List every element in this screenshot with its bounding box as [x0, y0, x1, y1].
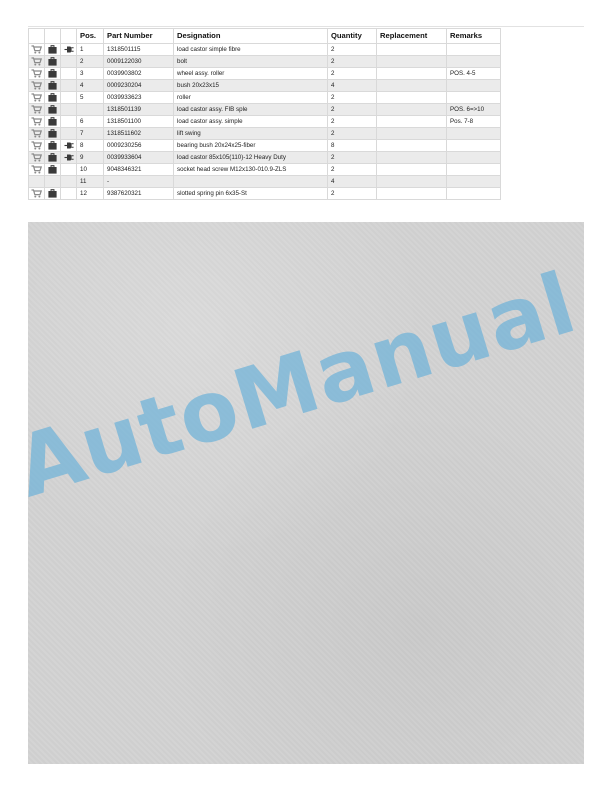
cell-designation: load castor 85x105(110)-12 Heavy Duty [174, 152, 328, 164]
table-row [29, 128, 501, 140]
plug-cell [61, 104, 77, 116]
cell-part-number: - [104, 176, 174, 188]
briefcase-icon[interactable] [48, 81, 57, 90]
cell-remarks: POS. 6=>10 [447, 104, 501, 116]
top-divider [28, 26, 584, 27]
cell-quantity: 2 [328, 56, 377, 68]
cart-cell [29, 152, 45, 164]
cart-cell [29, 56, 45, 68]
shopping-cart-icon[interactable] [31, 105, 42, 114]
box-cell [45, 164, 61, 176]
cell-part-number: 9048346321 [104, 164, 174, 176]
cell-quantity: 8 [328, 140, 377, 152]
cell-designation [174, 176, 328, 188]
parts-table [28, 28, 501, 200]
table-row [29, 140, 501, 152]
plug-cell [61, 92, 77, 104]
cell-remarks [447, 188, 501, 200]
shopping-cart-icon[interactable] [31, 81, 42, 90]
cart-cell [29, 176, 45, 188]
box-cell [45, 152, 61, 164]
cart-cell [29, 104, 45, 116]
cell-designation: bearing bush 20x24x25-fiber [174, 140, 328, 152]
shopping-cart-icon[interactable] [31, 69, 42, 78]
cell-pos: 4 [77, 80, 104, 92]
shopping-cart-icon[interactable] [31, 165, 42, 174]
briefcase-icon[interactable] [48, 189, 57, 198]
cell-part-number: 0039933604 [104, 152, 174, 164]
shopping-cart-icon[interactable] [31, 153, 42, 162]
cell-quantity: 4 [328, 176, 377, 188]
plug-cell [61, 80, 77, 92]
cell-part-number: 9387620321 [104, 188, 174, 200]
box-cell [45, 116, 61, 128]
cell-replacement [377, 56, 447, 68]
box-cell [45, 140, 61, 152]
box-cell [45, 56, 61, 68]
briefcase-icon[interactable] [48, 153, 57, 162]
briefcase-icon[interactable] [48, 57, 57, 66]
cell-remarks [447, 140, 501, 152]
cell-replacement [377, 188, 447, 200]
cell-part-number: 0009230204 [104, 80, 174, 92]
cell-quantity: 2 [328, 188, 377, 200]
cell-designation: lift swing [174, 128, 328, 140]
cell-pos [77, 104, 104, 116]
cart-cell [29, 92, 45, 104]
cell-pos: 7 [77, 128, 104, 140]
shopping-cart-icon[interactable] [31, 57, 42, 66]
box-cell [45, 80, 61, 92]
cell-designation: bolt [174, 56, 328, 68]
plug-cell [61, 68, 77, 80]
cell-part-number: 1318501100 [104, 116, 174, 128]
cell-pos: 2 [77, 56, 104, 68]
header-designation: Designation [174, 29, 328, 44]
cart-cell [29, 128, 45, 140]
cell-replacement [377, 176, 447, 188]
watermark: AutoManual [5, 253, 587, 517]
shopping-cart-icon[interactable] [31, 45, 42, 54]
cell-replacement [377, 104, 447, 116]
cell-replacement [377, 92, 447, 104]
cell-replacement [377, 140, 447, 152]
plug-cell [61, 128, 77, 140]
cell-quantity: 2 [328, 104, 377, 116]
plug-cell [61, 140, 77, 152]
cell-replacement [377, 152, 447, 164]
cell-remarks [447, 56, 501, 68]
header-remarks: Remarks [447, 29, 501, 44]
cell-remarks: Pos. 7-8 [447, 116, 501, 128]
cell-pos: 12 [77, 188, 104, 200]
cell-pos: 5 [77, 92, 104, 104]
cell-designation: bush 20x23x15 [174, 80, 328, 92]
cell-part-number: 0039903802 [104, 68, 174, 80]
cell-designation: load castor assy. simple [174, 116, 328, 128]
cell-designation: load castor simple fibre [174, 44, 328, 56]
parts-table-body [29, 44, 501, 200]
cell-replacement [377, 44, 447, 56]
cart-cell [29, 140, 45, 152]
plug-cell [61, 188, 77, 200]
cell-remarks [447, 152, 501, 164]
cell-remarks [447, 128, 501, 140]
cell-part-number: 0009230256 [104, 140, 174, 152]
briefcase-icon[interactable] [48, 129, 57, 138]
cell-quantity: 2 [328, 92, 377, 104]
briefcase-icon[interactable] [48, 165, 57, 174]
plug-icon[interactable] [64, 141, 74, 150]
header-part-number: Part Number [104, 29, 174, 44]
table-row [29, 164, 501, 176]
box-cell [45, 68, 61, 80]
briefcase-icon[interactable] [48, 45, 57, 54]
cell-replacement [377, 68, 447, 80]
plug-icon[interactable] [64, 153, 74, 162]
briefcase-icon[interactable] [48, 93, 57, 102]
cell-quantity: 2 [328, 128, 377, 140]
cart-cell [29, 68, 45, 80]
cell-designation: slotted spring pin 6x35-St [174, 188, 328, 200]
cell-pos: 9 [77, 152, 104, 164]
cell-remarks: POS. 4-5 [447, 68, 501, 80]
box-cell [45, 188, 61, 200]
cell-part-number: 0039933623 [104, 92, 174, 104]
plug-cell [61, 164, 77, 176]
cell-quantity: 2 [328, 116, 377, 128]
cell-designation: wheel assy. roller [174, 68, 328, 80]
cart-cell [29, 164, 45, 176]
table-row [29, 116, 501, 128]
box-cell [45, 44, 61, 56]
cell-quantity: 2 [328, 44, 377, 56]
table-row [29, 176, 501, 188]
cell-pos: 8 [77, 140, 104, 152]
plug-cell [61, 56, 77, 68]
table-row [29, 56, 501, 68]
header-pos: Pos. [77, 29, 104, 44]
cell-quantity: 4 [328, 80, 377, 92]
plug-cell [61, 116, 77, 128]
header-plug-column [61, 29, 77, 44]
cell-pos: 6 [77, 116, 104, 128]
shopping-cart-icon[interactable] [31, 93, 42, 102]
box-cell [45, 128, 61, 140]
cell-part-number: 1318511602 [104, 128, 174, 140]
cell-pos: 1 [77, 44, 104, 56]
cell-designation: roller [174, 92, 328, 104]
cell-remarks [447, 44, 501, 56]
table-header-row [29, 29, 501, 44]
cell-quantity: 2 [328, 164, 377, 176]
cart-cell [29, 80, 45, 92]
header-quantity: Quantity [328, 29, 377, 44]
cell-replacement [377, 128, 447, 140]
table-row [29, 68, 501, 80]
briefcase-icon[interactable] [48, 105, 57, 114]
header-replacement: Replacement [377, 29, 447, 44]
table-row [29, 92, 501, 104]
cart-cell [29, 188, 45, 200]
table-row [29, 44, 501, 56]
briefcase-icon[interactable] [48, 117, 57, 126]
table-row [29, 188, 501, 200]
cell-replacement [377, 116, 447, 128]
cell-part-number: 0009122030 [104, 56, 174, 68]
box-cell [45, 92, 61, 104]
table-row [29, 104, 501, 116]
cell-pos: 11 [77, 176, 104, 188]
cell-pos: 10 [77, 164, 104, 176]
cell-replacement [377, 164, 447, 176]
cell-remarks [447, 164, 501, 176]
header-box-column [45, 29, 61, 44]
plug-icon[interactable] [64, 45, 74, 54]
cart-cell [29, 44, 45, 56]
shopping-cart-icon[interactable] [31, 141, 42, 150]
briefcase-icon[interactable] [48, 141, 57, 150]
cell-pos: 3 [77, 68, 104, 80]
cell-part-number: 1318501139 [104, 104, 174, 116]
header-cart-column [29, 29, 45, 44]
box-cell [45, 176, 61, 188]
cell-quantity: 2 [328, 152, 377, 164]
cell-designation: load castor assy. FIB sple [174, 104, 328, 116]
cell-part-number: 1318501115 [104, 44, 174, 56]
briefcase-icon[interactable] [48, 69, 57, 78]
cell-replacement [377, 80, 447, 92]
shopping-cart-icon[interactable] [31, 129, 42, 138]
cell-designation: socket head screw M12x130-010.9-ZLS [174, 164, 328, 176]
cell-remarks [447, 80, 501, 92]
plug-cell [61, 176, 77, 188]
box-cell [45, 104, 61, 116]
plug-cell [61, 44, 77, 56]
cell-quantity: 2 [328, 68, 377, 80]
table-row [29, 80, 501, 92]
cell-remarks [447, 92, 501, 104]
cell-remarks [447, 176, 501, 188]
plug-cell [61, 152, 77, 164]
table-row [29, 152, 501, 164]
shopping-cart-icon[interactable] [31, 189, 42, 198]
cart-cell [29, 116, 45, 128]
shopping-cart-icon[interactable] [31, 117, 42, 126]
